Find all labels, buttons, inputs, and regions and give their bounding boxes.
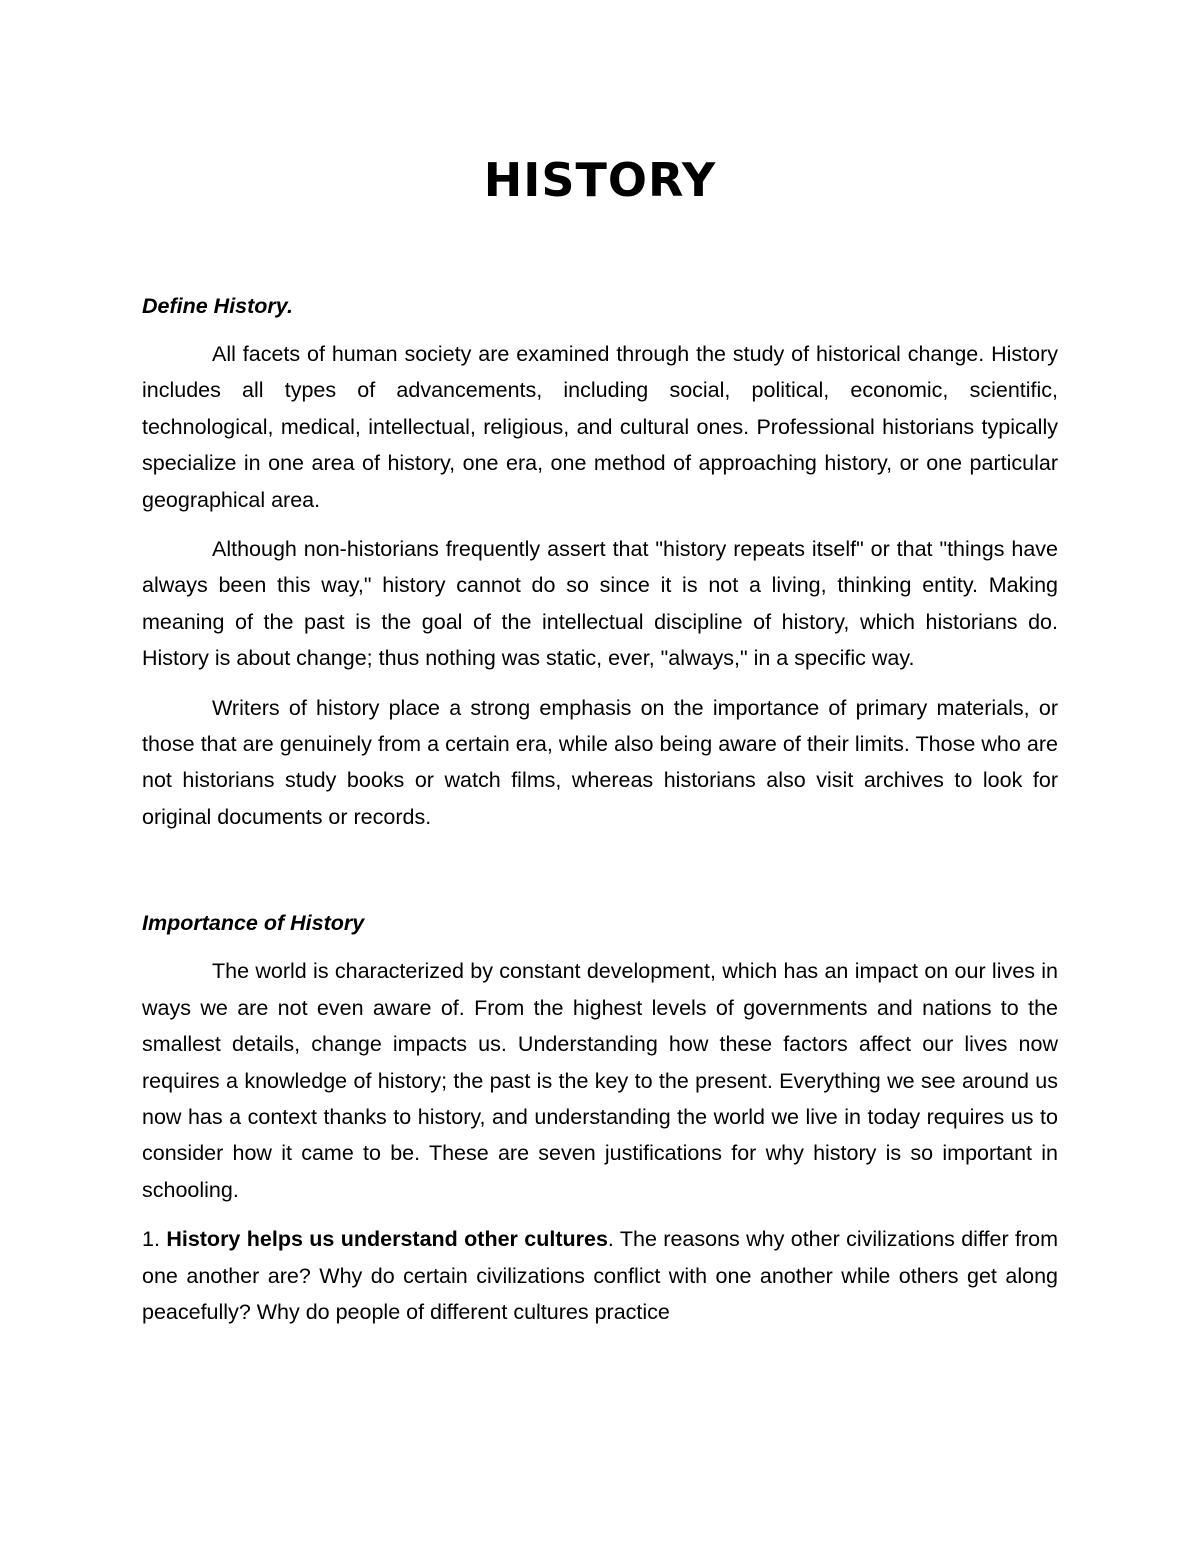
list-item-bold-lead: History helps us understand other cultures xyxy=(166,1227,608,1252)
paragraph-define-1: All facets of human society are examined through the study of historical change. History includes all types of advancements, including social, political, economic, scientific, technological, medical, intellectual, religious, and cultural ones. Professional historians typically specialize in one area of history, one era, one method of approaching history, or one particular geographical area. xyxy=(142,342,1058,512)
section-heading-define-history: Define History. xyxy=(142,294,293,318)
document-title: HISTORY xyxy=(483,153,717,207)
section-spacer xyxy=(142,835,1058,905)
list-item-text: . The reasons why other civilizations differ from one another are? Why do certain civilizations conflict with one another while others get along peacefully? Why do people of different cultures practice xyxy=(142,1227,1058,1324)
paragraph-importance-1: The world is characterized by constant development, which has an impact on our lives in ways we are not even aware of. From the highest levels of governments and nations to the smallest details, change impacts us. Understanding how these factors affect our lives now requires a knowledge of history; the past is the key to the present. Everything we see around us now has a context thanks to history, and understanding the world we live in today requires us to consider how it came to be. These are seven justifications for why history is so important in schooling. xyxy=(142,959,1058,1202)
section-heading-importance: Importance of History xyxy=(142,911,365,936)
paragraph-define-2: Although non-historians frequently assert that "history repeats itself" or that "things have always been this way," history cannot do so since it is not a living, thinking entity. Making meaning of the past is the goal of the intellectual discipline of history, which historians do. History is about change; thus nothing was static, ever, "always," in a specific way. xyxy=(142,537,1058,671)
list-item-1 xyxy=(142,1221,1058,1330)
document-body xyxy=(142,288,1058,1330)
list-item-number: 1. xyxy=(142,1227,160,1252)
paragraph-define-3: Writers of history place a strong emphasis on the importance of primary materials, or those that are genuinely from a certain era, while also being aware of their limits. Those who are not historians study books or watch films, whereas historians also visit archives to look for original documents or records. xyxy=(142,695,1058,829)
